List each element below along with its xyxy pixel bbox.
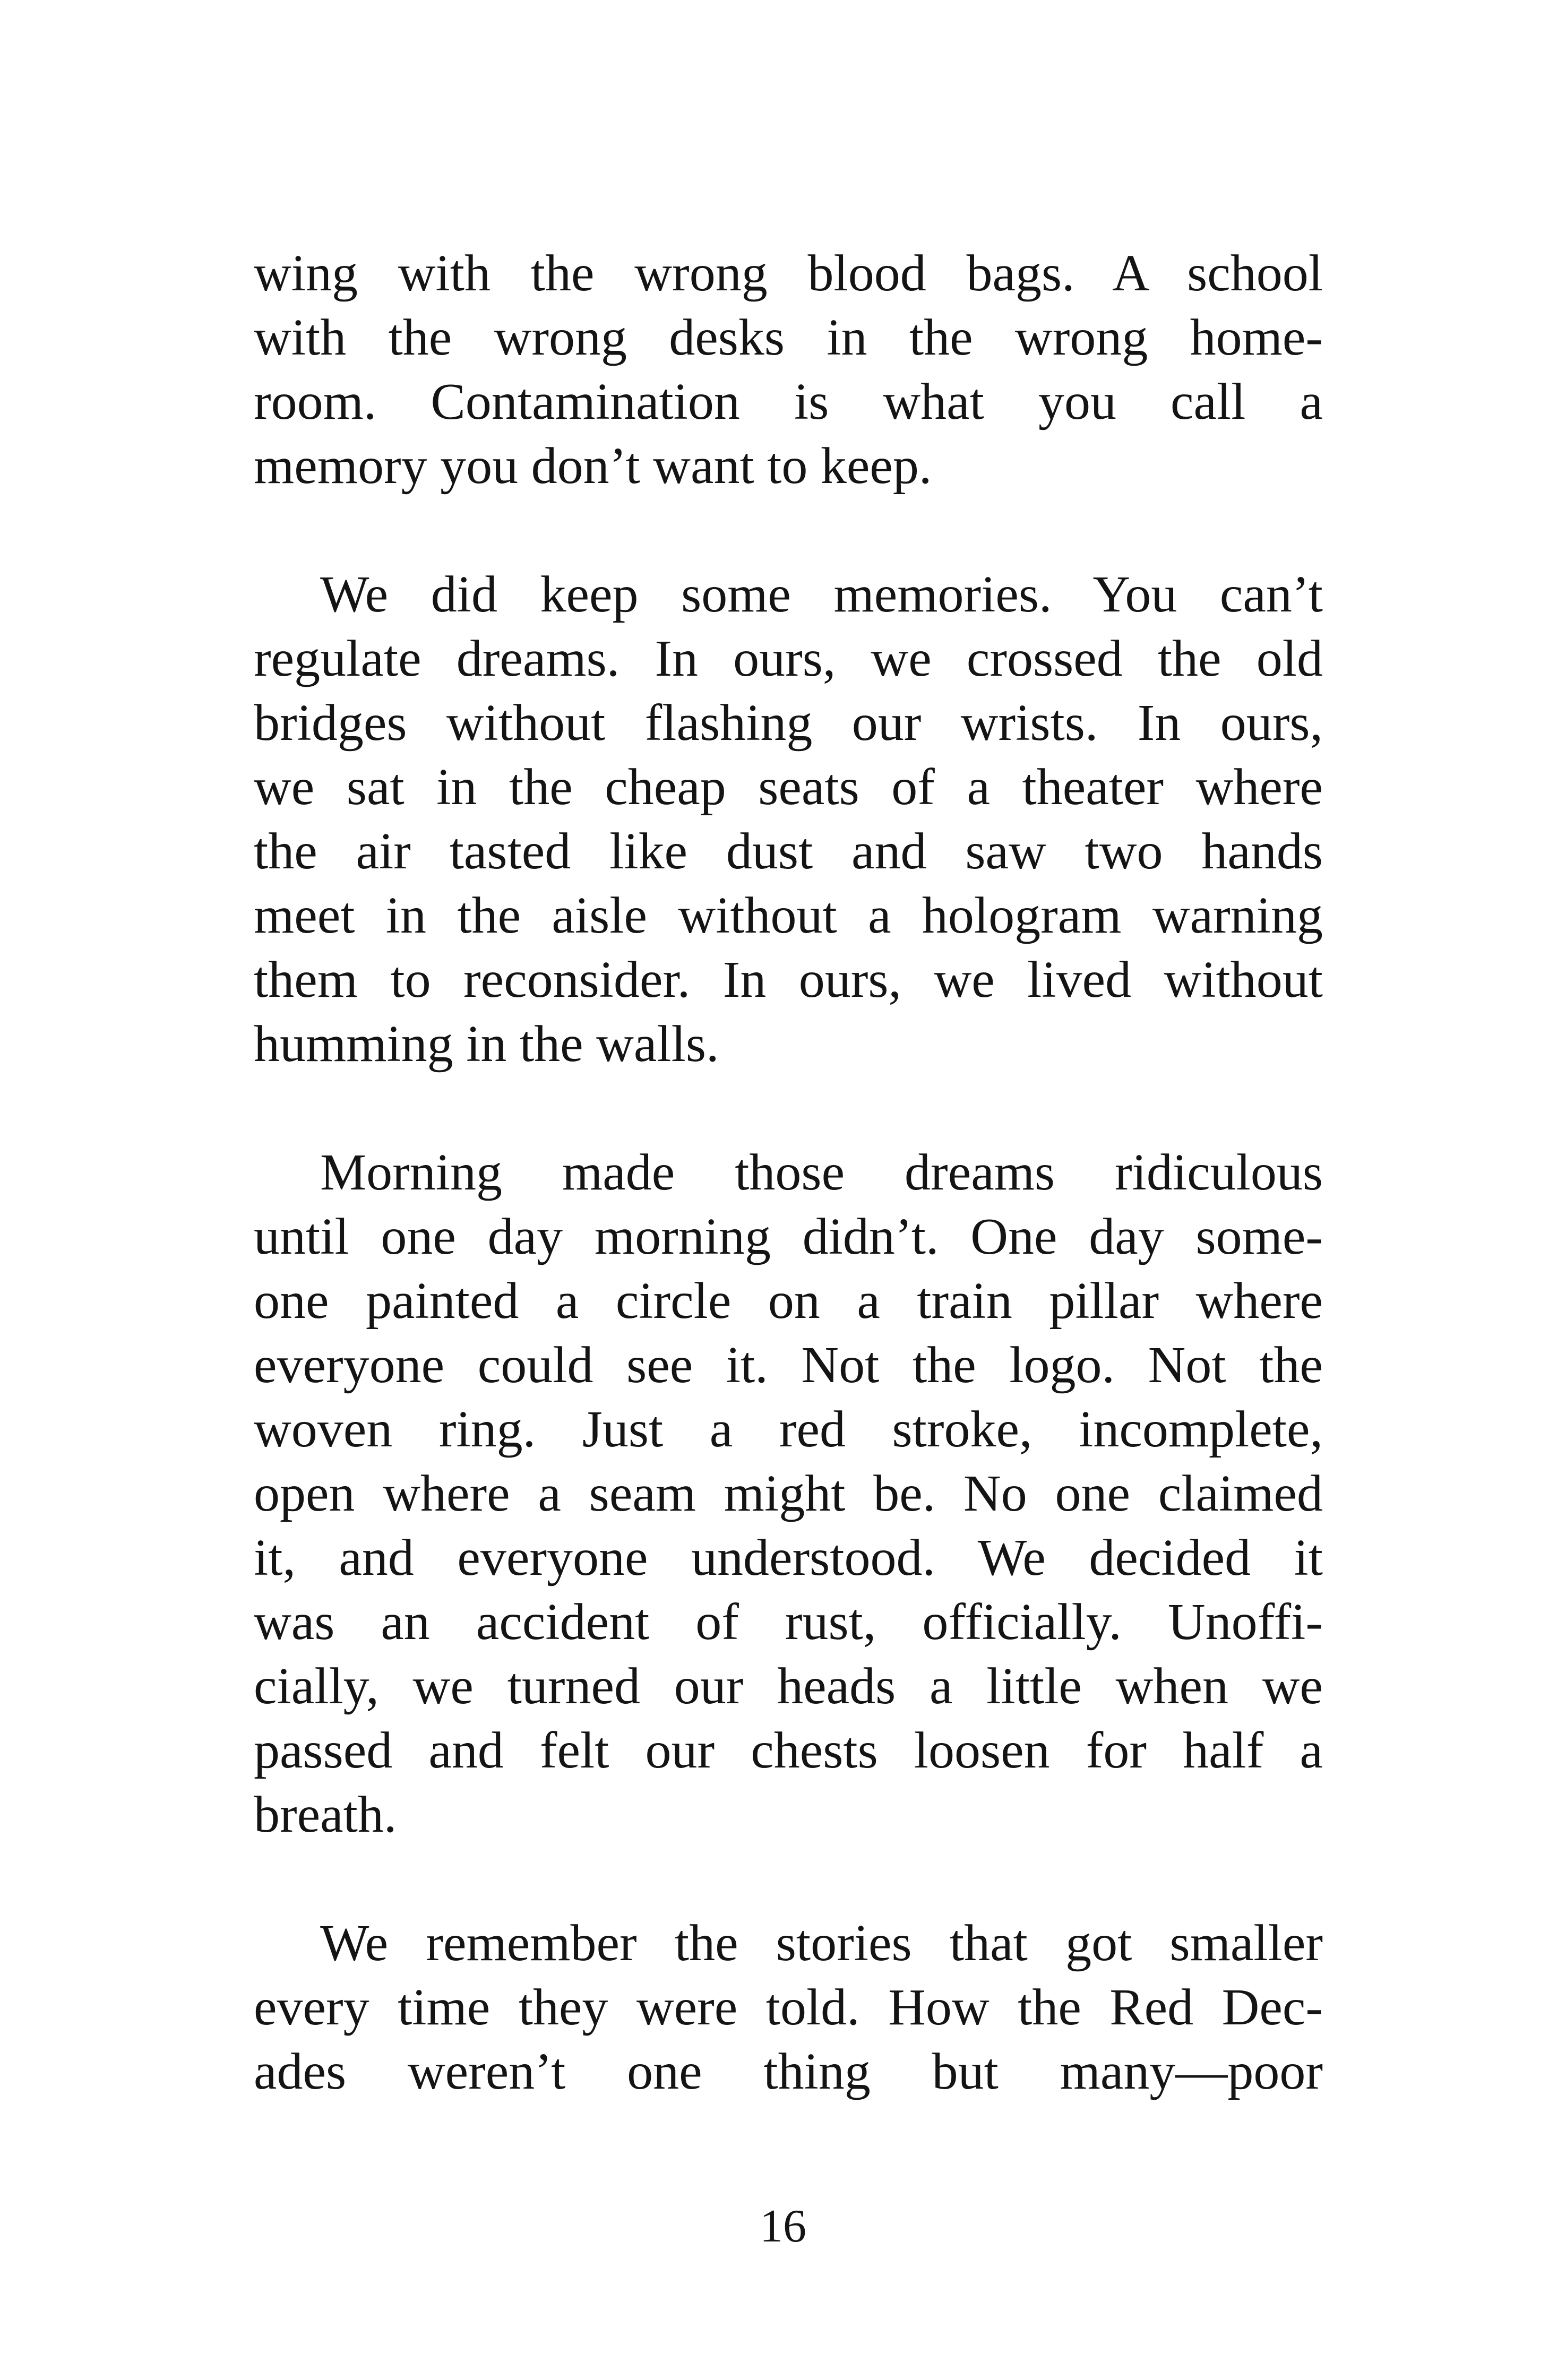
text-line: until one day morning didn’t. One day some-	[254, 1208, 1323, 1265]
text-line: memory you don’t want to keep.	[254, 437, 932, 495]
text-line: them to reconsider. In ours, we lived without	[254, 951, 1323, 1008]
text-line: the air tasted like dust and saw two hands	[254, 823, 1323, 880]
paragraph-4	[254, 1911, 1323, 2104]
text-line: one painted a circle on a train pillar where	[254, 1272, 1323, 1330]
text-line: it, and everyone understood. We decided it	[254, 1529, 1323, 1586]
page-number: 16	[760, 2201, 806, 2252]
text-line: wing with the wrong blood bags. A school	[254, 245, 1323, 302]
text-line: cially, we turned our heads a little when we	[254, 1658, 1323, 1715]
text-line: Morning made those dreams ridiculous	[320, 1144, 1323, 1201]
paragraph-spacer	[254, 1847, 1323, 1911]
body-text	[254, 242, 1323, 2104]
text-line: we sat in the cheap seats of a theater where	[254, 758, 1323, 816]
text-line: humming in the walls.	[254, 1015, 719, 1073]
text-line: breath.	[254, 1786, 397, 1843]
paragraph-2	[254, 563, 1323, 1076]
text-line: bridges without flashing our wrists. In ours,	[254, 694, 1323, 752]
text-line: ades weren’t one thing but many—poor	[254, 2043, 1323, 2100]
text-line: with the wrong desks in the wrong home-	[254, 309, 1323, 366]
paragraph-1	[254, 242, 1323, 498]
text-line: every time they were told. How the Red Dec-	[254, 1979, 1323, 2036]
text-line: was an accident of rust, officially. Unoffi-	[254, 1593, 1323, 1651]
text-line: We did keep some memories. You can’t	[320, 566, 1323, 623]
paragraph-spacer	[254, 1076, 1323, 1141]
text-line: room. Contamination is what you call a	[254, 373, 1323, 430]
text-line: passed and felt our chests loosen for half a	[254, 1722, 1323, 1779]
text-line: meet in the aisle without a hologram warning	[254, 887, 1323, 944]
text-line: everyone could see it. Not the logo. Not the	[254, 1336, 1323, 1394]
text-line: open where a seam might be. No one claimed	[254, 1465, 1323, 1522]
paragraph-spacer	[254, 498, 1323, 563]
text-line: regulate dreams. In ours, we crossed the old	[254, 630, 1323, 687]
text-line: We remember the stories that got smaller	[320, 1915, 1323, 1972]
text-line: woven ring. Just a red stroke, incomplete,	[254, 1401, 1323, 1458]
paragraph-3	[254, 1141, 1323, 1847]
